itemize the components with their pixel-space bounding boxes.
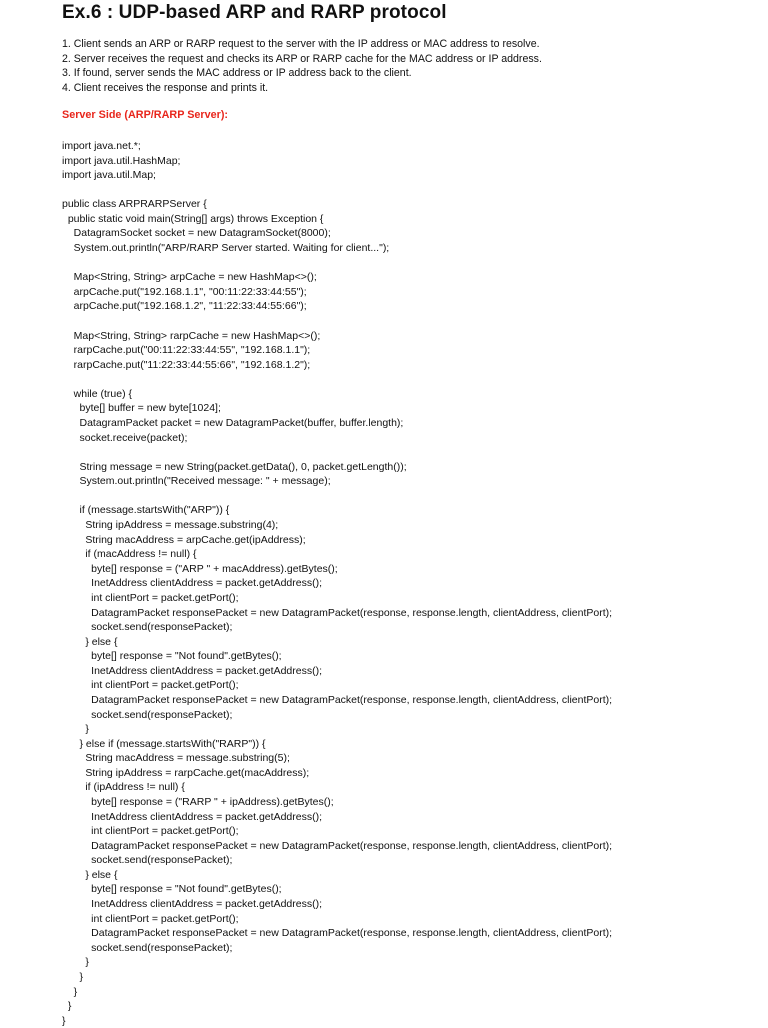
code-line: import java.util.HashMap; [62, 154, 181, 167]
code-line: InetAddress clientAddress = packet.getAddress(); [62, 664, 322, 677]
code-line: } [62, 723, 89, 736]
step-item: 1. Client sends an ARP or RARP request to the server with the IP address or MAC address to resolve. [62, 38, 540, 50]
code-line: } [62, 1000, 72, 1013]
code-line: String macAddress = arpCache.get(ipAddress); [62, 533, 306, 546]
code-line: System.out.println("Received message: " + message); [62, 475, 331, 488]
code-line: byte[] response = "Not found".getBytes(); [62, 883, 282, 896]
code-line: if (message.startsWith("ARP")) { [62, 504, 230, 517]
code-line: InetAddress clientAddress = packet.getAddress(); [62, 810, 322, 823]
code-line: rarpCache.put("00:11:22:33:44:55", "192.168.1.1"); [62, 344, 311, 357]
code-line: Map<String, String> arpCache = new HashMap<>(); [62, 271, 317, 284]
code-line: DatagramPacket responsePacket = new DatagramPacket(response, response.length, clientAddress, clientPort); [62, 606, 613, 619]
code-line: public static void main(String[] args) throws Exception { [62, 212, 324, 225]
code-line: socket.send(responsePacket); [62, 621, 233, 634]
code-line [62, 256, 612, 271]
code-line: import java.net.*; [62, 140, 141, 152]
code-line: InetAddress clientAddress = packet.getAddress(); [62, 577, 322, 590]
page-title: Ex.6 : UDP-based ARP and RARP protocol [62, 2, 447, 23]
code-line: } [62, 985, 78, 998]
code-line: } [62, 970, 84, 983]
code-line: socket.send(responsePacket); [62, 941, 233, 954]
code-line: arpCache.put("192.168.1.1", "00:11:22:33:44:55"); [62, 285, 307, 298]
code-line: import java.util.Map; [62, 169, 156, 182]
code-line: int clientPort = packet.getPort(); [62, 591, 239, 604]
code-line: int clientPort = packet.getPort(); [62, 912, 239, 925]
section-heading: Server Side (ARP/RARP Server): [62, 109, 229, 121]
code-line: String ipAddress = message.substring(4); [62, 519, 279, 532]
code-line: byte[] response = "Not found".getBytes(); [62, 650, 282, 663]
code-line: byte[] response = ("RARP " + ipAddress).getBytes(); [62, 796, 334, 809]
code-line: DatagramPacket responsePacket = new DatagramPacket(response, response.length, clientAddress, clientPort); [62, 927, 613, 940]
code-line [62, 489, 612, 504]
code-line: byte[] buffer = new byte[1024]; [62, 402, 221, 415]
code-line: String macAddress = message.substring(5); [62, 752, 290, 765]
code-line: socket.send(responsePacket); [62, 854, 233, 867]
code-line: String message = new String(packet.getData(), 0, packet.getLength()); [62, 460, 407, 473]
code-line [62, 183, 612, 198]
code-line: } else if (message.startsWith("RARP")) { [62, 737, 266, 750]
code-line: int clientPort = packet.getPort(); [62, 679, 239, 692]
code-line [62, 372, 612, 387]
code-line: DatagramPacket responsePacket = new DatagramPacket(response, response.length, clientAddress, clientPort); [62, 693, 613, 706]
code-line: DatagramPacket responsePacket = new DatagramPacket(response, response.length, clientAddress, clientPort); [62, 839, 613, 852]
code-line [62, 314, 612, 329]
code-line: } else { [62, 635, 118, 648]
code-line: if (ipAddress != null) { [62, 781, 185, 794]
code-line [62, 445, 612, 460]
code-line: DatagramPacket packet = new DatagramPacket(buffer, buffer.length); [62, 416, 404, 429]
code-line: public class ARPRARPServer { [62, 198, 207, 211]
step-item: 2. Server receives the request and checks its ARP or RARP cache for the MAC address or IP address. [62, 52, 542, 65]
code-line: byte[] response = ("ARP " + macAddress).getBytes(); [62, 562, 338, 575]
code-line: System.out.println("ARP/RARP Server started. Waiting for client..."); [62, 242, 390, 255]
step-item: 4. Client receives the response and prints it. [62, 81, 269, 94]
code-line: String ipAddress = rarpCache.get(macAddress); [62, 766, 310, 779]
code-line: while (true) { [62, 387, 133, 400]
code-block [62, 139, 612, 1028]
code-line: DatagramSocket socket = new DatagramSocket(8000); [62, 227, 331, 240]
code-line: rarpCache.put("11:22:33:44:55:66", "192.168.1.2"); [62, 358, 311, 371]
code-line: socket.send(responsePacket); [62, 708, 233, 721]
code-line: socket.receive(packet); [62, 431, 188, 444]
code-line: int clientPort = packet.getPort(); [62, 825, 239, 838]
step-list [62, 37, 542, 95]
code-line: Map<String, String> rarpCache = new HashMap<>(); [62, 329, 321, 342]
code-line: InetAddress clientAddress = packet.getAddress(); [62, 898, 322, 911]
code-line: if (macAddress != null) { [62, 548, 197, 561]
step-item: 3. If found, server sends the MAC address or IP address back to the client. [62, 67, 412, 80]
code-line: arpCache.put("192.168.1.2", "11:22:33:44:55:66"); [62, 300, 307, 313]
code-line: } [62, 1014, 66, 1027]
code-line: } [62, 956, 89, 969]
code-line: } else { [62, 868, 118, 881]
